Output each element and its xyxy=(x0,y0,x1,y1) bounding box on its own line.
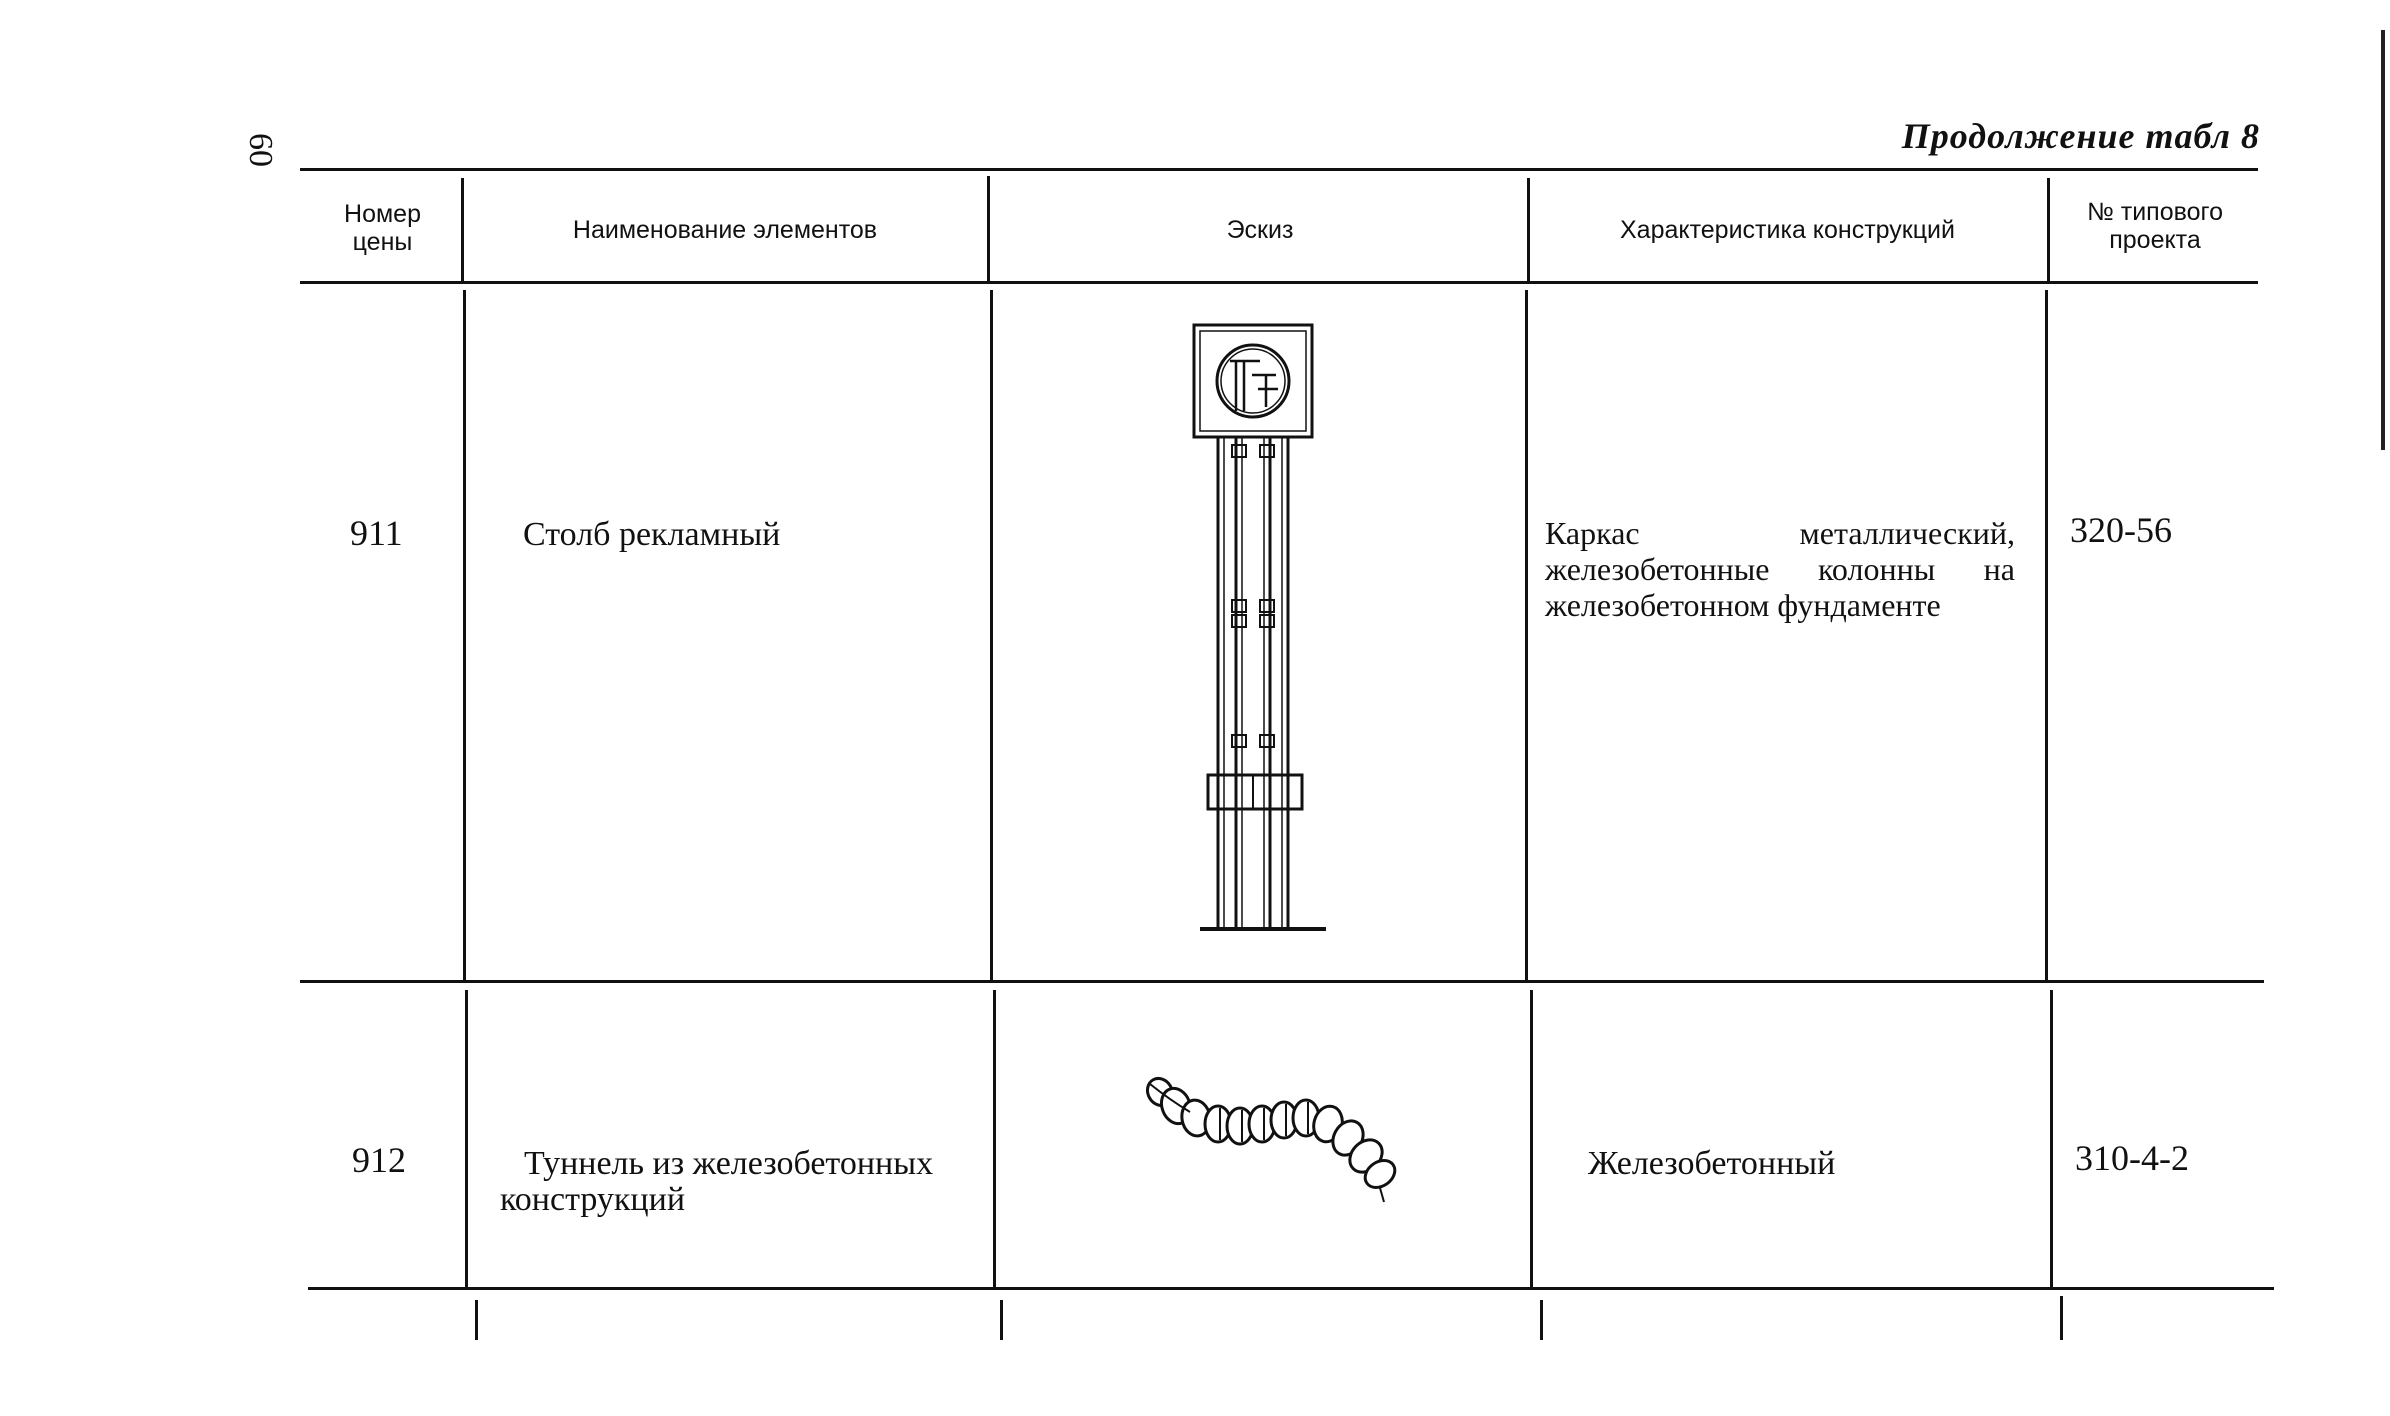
continuation-stub-1 xyxy=(475,1300,478,1340)
row2-col-divider-1 xyxy=(465,990,468,1287)
row-name: Туннель из железобетонных конструкций xyxy=(500,1145,934,1218)
header-project: № типового проекта xyxy=(2087,198,2223,254)
row2-col-divider-4 xyxy=(2050,990,2053,1287)
row1-col-divider-2 xyxy=(990,290,993,980)
header-col-divider-1 xyxy=(461,178,464,281)
header-name: Наименование элементов xyxy=(572,216,878,244)
header-bottom-rule xyxy=(300,281,2258,284)
table-top-rule xyxy=(300,168,2258,171)
row2-col-divider-3 xyxy=(1530,990,1533,1287)
header-col-divider-2 xyxy=(987,176,990,281)
tunnel-sketch xyxy=(1130,1070,1400,1210)
row2-col-divider-2 xyxy=(993,990,996,1287)
row-project: 320-56 xyxy=(2070,510,2172,550)
page-edge-mark xyxy=(2381,30,2385,450)
continuation-stub-4 xyxy=(2060,1296,2063,1340)
table-caption: Продолжение табл 8 xyxy=(1901,116,2260,156)
row1-col-divider-3 xyxy=(1525,290,1528,980)
header-sketch: Эскиз xyxy=(1226,216,1294,244)
row-divider xyxy=(300,980,2264,983)
row-name: Столб рекламный xyxy=(523,516,781,553)
table-bottom-rule xyxy=(308,1287,2274,1290)
header-characteristic: Характеристика конструкций xyxy=(1620,216,1955,244)
row-characteristic: Каркас металлический, железобетонные колонны на железобетонном фундаменте xyxy=(1545,515,2015,623)
row-number: 911 xyxy=(350,513,403,553)
header-col-divider-3 xyxy=(1527,178,1530,281)
header-col-divider-4 xyxy=(2047,178,2050,281)
row-characteristic: Железобетонный xyxy=(1588,1145,1836,1182)
row1-col-divider-4 xyxy=(2045,290,2048,980)
continuation-stub-2 xyxy=(1000,1300,1003,1340)
row1-col-divider-1 xyxy=(463,290,466,980)
page-number: 60 xyxy=(242,133,279,167)
row-project: 310-4-2 xyxy=(2075,1138,2189,1178)
continuation-stub-3 xyxy=(1540,1300,1543,1340)
advertising-pillar-sketch xyxy=(1180,315,1340,935)
row-number: 912 xyxy=(352,1140,406,1180)
header-number: Номер цены xyxy=(344,200,421,256)
